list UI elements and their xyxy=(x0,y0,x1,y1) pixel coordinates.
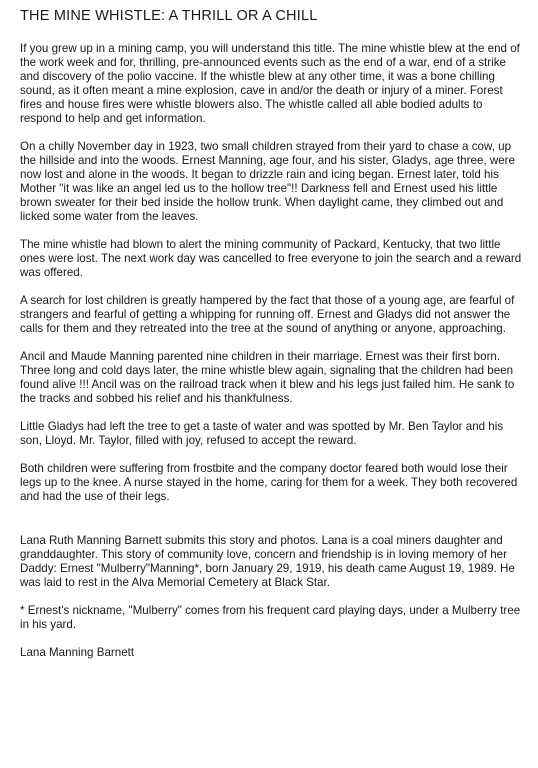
paragraph-search: A search for lost children is greatly hampered by the fact that those of a young age, are fearful of strangers and fearful of getting a whipping for running off. Ernest and Gladys did not answer the calls for them and they retreated into the tree at the sound of anything or anyone, approaching. xyxy=(20,294,515,335)
document-title: THE MINE WHISTLE: A THRILL OR A CHILL xyxy=(20,8,318,24)
paragraph-gladys: Little Gladys had left the tree to get a taste of water and was spotted by Mr. Ben Taylor and his son, Lloyd. Mr. Taylor, filled with joy, refused to accept the reward. xyxy=(20,420,504,447)
paragraph-intro: If you grew up in a mining camp, you will understand this title. The mine whistle blew at the end of the work week and for, thrilling, pre-announced events such as the end of a war, end of a strike and discovery of the polio vaccine. If the whistle blew at any other time, it was a bone chilling sound, as it often meant a mine explosion, cave in and/or the death or injury of a miner. Forest fires and house fires were whistle blowers also. The whistle called all able bodied adults to respond to help and get information. xyxy=(20,42,520,125)
author-signature: Lana Manning Barnett xyxy=(20,646,135,659)
paragraph-found: Ancil and Maude Manning parented nine children in their marriage. Ernest was their first born. Three long and cold days later, the mine whistle blew again, signaling that the children had been found alive !!! Ancil was on the railroad track when it blew and his legs just failed him. He sank to the tracks and sobbed his relief and his thankfulness. xyxy=(20,350,515,405)
paragraph-author-note: Lana Ruth Manning Barnett submits this story and photos. Lana is a coal miners daughter and granddaughter. This story of community love, concern and friendship is in loving memory of her Daddy: Ernest "Mulberry"Manning*, born January 29, 1919, his death came August 19, 1989. He was laid to rest in the Alva Memorial Cemetery at Black Star. xyxy=(20,534,515,589)
paragraph-footnote: * Ernest's nickname, "Mulberry" comes from his frequent card playing days, under a Mulberry tree in his yard. xyxy=(20,604,521,631)
paragraph-lost-children: On a chilly November day in 1923, two small children strayed from their yard to chase a cow, up the hillside and into the woods. Ernest Manning, age four, and his sister, Gladys, age three, were now lost and alone in the woods. It began to drizzle rain and icing began. Ernest later, told his Mother "it was like an angel led us to the hollow tree"!! Darkness fell and Ernest used his little brown sweater for their bed inside the hollow trunk. When daylight came, they climbed out and licked some water from the leaves. xyxy=(20,140,515,223)
paragraph-recovery: Both children were suffering from frostbite and the company doctor feared both would lose their legs up to the knee. A nurse stayed in the home, caring for them for a week. They both recovered and had the use of their legs. xyxy=(20,462,518,503)
paragraph-whistle-alert: The mine whistle had blown to alert the mining community of Packard, Kentucky, that two little ones were lost. The next work day was cancelled to free everyone to join the search and a reward was offered. xyxy=(20,238,522,279)
